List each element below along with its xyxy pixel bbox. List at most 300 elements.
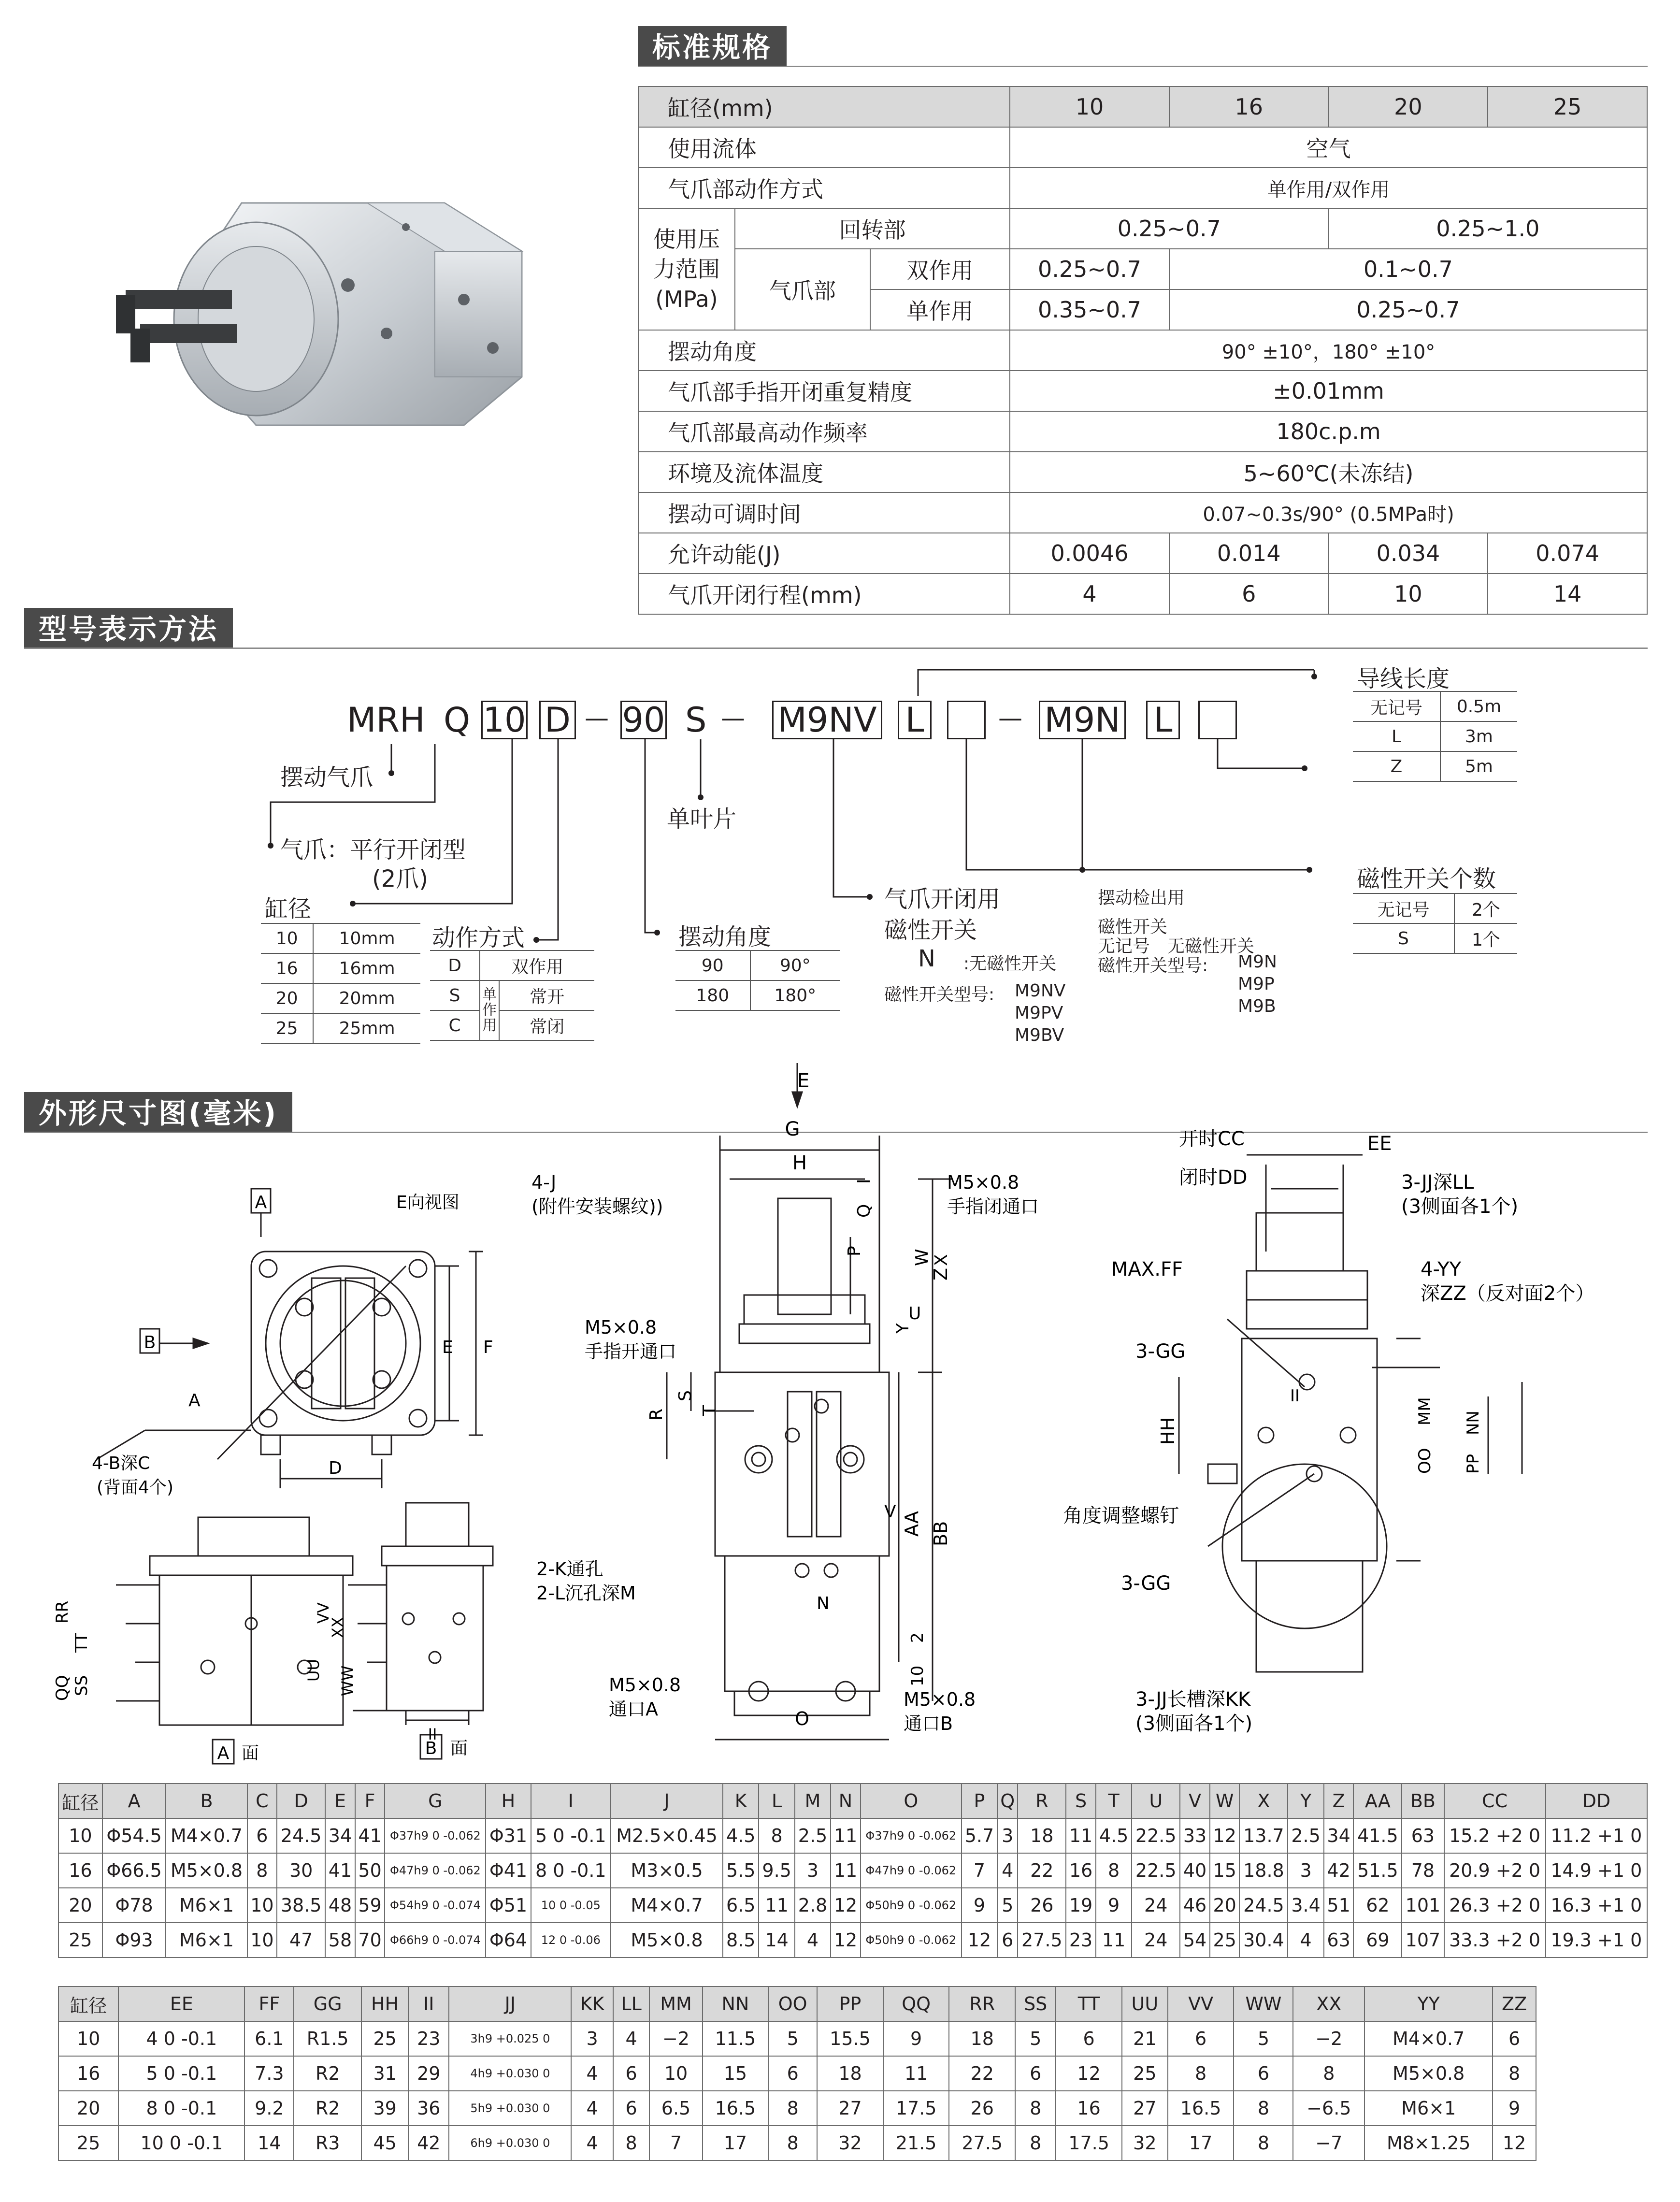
spec-energy-25: 0.074	[1488, 533, 1647, 574]
dim-bb-label: BB	[930, 1521, 951, 1546]
dt1-header: M	[795, 1784, 831, 1818]
dt1-cell: Φ47h9 0 -0.062	[861, 1853, 962, 1888]
model-gripper-switch-type-1: M9NV	[1015, 981, 1066, 1001]
model-code-gripper-switch-box: M9NV	[772, 701, 882, 739]
model-swing-angle-label: 摆动角度	[678, 923, 772, 950]
port-b-note: 通口B	[904, 1713, 953, 1734]
dt1-cell: 8	[1096, 1853, 1132, 1888]
dt1-cell: 7	[962, 1853, 997, 1888]
angle-code: 90	[675, 950, 750, 980]
lead-length: 3m	[1440, 721, 1517, 751]
view-e-arrow-label: E	[797, 1070, 810, 1092]
j-thread-label: 4-J	[531, 1172, 557, 1193]
dt1-cell: M5×0.8	[611, 1923, 723, 1957]
dt1-cell: 14.9 +1 0	[1546, 1853, 1647, 1888]
dt1-header: CC	[1444, 1784, 1546, 1818]
dt2-cell: −2	[649, 2021, 702, 2056]
dim-mm-label: MM	[1415, 1397, 1435, 1425]
view-a-face: 面	[242, 1743, 259, 1763]
dt2-cell: 6h9 +0.030 0	[449, 2126, 571, 2160]
dt2-cell: 8	[1168, 2056, 1234, 2091]
dt1-cell: 18.8	[1239, 1853, 1288, 1888]
dt1-cell: 42	[1324, 1853, 1354, 1888]
spec-energy-10: 0.0046	[1010, 533, 1169, 574]
dt1-cell: Φ54.5	[102, 1818, 166, 1853]
dt2-cell: 23	[408, 2021, 449, 2056]
spec-stroke-16: 6	[1169, 574, 1329, 614]
dim-n-label: N	[817, 1594, 830, 1613]
view-b-marker: B	[144, 1333, 156, 1353]
dt2-cell: 6	[768, 2056, 817, 2091]
dt2-header: HH	[361, 1986, 408, 2021]
dt1-cell: Φ47h9 0 -0.062	[385, 1853, 486, 1888]
dim-ii-label: II	[428, 1725, 437, 1743]
dt2-cell: 27.5	[949, 2126, 1015, 2160]
jj-ll-note: (3侧面各1个)	[1401, 1195, 1519, 1218]
dt1-cell: M3×0.5	[611, 1853, 723, 1888]
spec-pressure-label-1: 使用压	[653, 226, 720, 252]
model-code-count-box-2	[1198, 701, 1237, 739]
dt1-cell: 11.2 +1 0	[1546, 1818, 1647, 1853]
dt2-header: WW	[1234, 1986, 1293, 2021]
dt2-cell: 32	[1122, 2126, 1168, 2160]
spec-time-value: 0.07~0.3s/90° (0.5MPa时)	[1010, 492, 1647, 533]
model-action-label: 动作方式	[432, 924, 525, 951]
model-lead-label: 导线长度	[1357, 665, 1450, 692]
model-count-label: 磁性开关个数	[1357, 865, 1496, 892]
dt2-cell: 26	[949, 2091, 1015, 2126]
dim-pp-label: PP	[1464, 1454, 1483, 1474]
model-swing-gripper-label: 摆动气爪	[280, 764, 373, 791]
bore-code: 16	[261, 953, 313, 983]
dt2-header: OO	[768, 1986, 817, 2021]
m5-open-port-label: M5×0.8	[585, 1317, 657, 1338]
dim-rr-label: RR	[53, 1600, 72, 1624]
angle-value: 90°	[750, 950, 840, 980]
dt2-header: YY	[1364, 1986, 1493, 2021]
dt2-header: XX	[1293, 1986, 1364, 2021]
dt1-header: Y	[1288, 1784, 1323, 1818]
dt1-cell: 34	[325, 1818, 355, 1853]
dt1-cell: 70	[355, 1923, 385, 1957]
dt1-header: N	[831, 1784, 861, 1818]
model-swing-switch-type: 磁性开关型号:	[1098, 956, 1208, 976]
dt2-cell: 12	[1493, 2126, 1536, 2160]
dim-v-label: V	[884, 1502, 896, 1522]
dim-o-label: O	[795, 1708, 809, 1729]
dim-ss-label: SS	[72, 1675, 91, 1696]
dt1-cell: Φ37h9 0 -0.062	[385, 1818, 486, 1853]
dt2-cell: 16	[58, 2056, 118, 2091]
dt2-cell: 17	[703, 2126, 769, 2160]
dt1-header: R	[1018, 1784, 1066, 1818]
dt1-cell: 11	[1096, 1923, 1132, 1957]
spec-row-energy	[638, 533, 1647, 574]
dt2-cell: 27	[1122, 2091, 1168, 2126]
bore-code: 10	[261, 923, 313, 953]
dt1-cell: 10	[247, 1923, 277, 1957]
model-code-dash-1: —	[585, 704, 609, 732]
dt2-header: EE	[118, 1986, 244, 2021]
dim-i-label: I	[854, 1179, 874, 1184]
dt1-cell: 8 0 -0.1	[531, 1853, 611, 1888]
spec-freq-label: 气爪部最高动作频率	[638, 411, 1010, 452]
dt2-cell: 4	[613, 2021, 650, 2056]
bore-size: 25mm	[313, 1013, 420, 1043]
spec-pressure-label	[638, 208, 735, 330]
dt1-cell: 63	[1402, 1818, 1444, 1853]
dt2-header: UU	[1122, 1986, 1168, 2021]
model-gripper-switch-type: 磁性开关型号:	[884, 985, 995, 1005]
view-e-label: E向视图	[396, 1193, 459, 1212]
view-a-bottom-marker: A	[217, 1743, 230, 1763]
model-swing-switch-none: 无记号 无磁性开关	[1098, 936, 1255, 956]
dt1-cell: 41	[325, 1853, 355, 1888]
dt1-cell: 4	[795, 1923, 831, 1957]
dt2-cell: 15	[703, 2056, 769, 2091]
dt1-cell: Φ78	[102, 1888, 166, 1923]
dt2-cell: 21	[1122, 2021, 1168, 2056]
dt1-cell: 50	[355, 1853, 385, 1888]
spec-temp-label: 环境及流体温度	[638, 452, 1010, 492]
dim-u-label: U	[908, 1304, 921, 1324]
dt1-cell: 69	[1353, 1923, 1402, 1957]
dim-uu-label: UU	[304, 1659, 323, 1682]
dt1-cell: 3	[1288, 1853, 1323, 1888]
dt1-header: S	[1066, 1784, 1096, 1818]
spec-row-double	[638, 249, 1647, 289]
product-photo	[97, 174, 531, 464]
dimension-table-1	[58, 1783, 1648, 1958]
model-gripper-switch-type-3: M9BV	[1015, 1025, 1064, 1045]
dt1-cell: 10 0 -0.05	[531, 1888, 611, 1923]
dt1-cell: 8.5	[723, 1923, 759, 1957]
spec-double-b: 0.1~0.7	[1169, 249, 1647, 289]
model-angle-table	[675, 950, 840, 1011]
spec-freq-value: 180c.p.m	[1010, 411, 1647, 452]
model-gripper-switch-label-1: 气爪开闭用	[884, 886, 1001, 913]
dt1-cell: 24	[1132, 1888, 1180, 1923]
dt1-cell: 48	[325, 1888, 355, 1923]
dim-section-title: 外形尺寸图(毫米)	[24, 1092, 292, 1132]
dt2-cell: 31	[361, 2056, 408, 2091]
dt1-row	[58, 1818, 1647, 1853]
close-dd-label: 闭时DD	[1179, 1166, 1248, 1189]
dt1-header: G	[385, 1784, 486, 1818]
dim-t-label: T	[700, 1405, 719, 1416]
dt1-cell: 101	[1402, 1888, 1444, 1923]
dt2-cell: 7	[649, 2126, 702, 2160]
dt2-cell: 22	[949, 2056, 1015, 2091]
spec-energy-label: 允许动能(J)	[638, 533, 1010, 574]
dim-x-label: X	[932, 1254, 951, 1266]
dt1-cell: 62	[1353, 1888, 1402, 1923]
gg-label-bottom: 3-GG	[1121, 1572, 1171, 1595]
action-value: 常开	[499, 980, 594, 1010]
dt1-cell: 5.5	[723, 1853, 759, 1888]
dt1-cell: M5×0.8	[166, 1853, 247, 1888]
dim-f-label: F	[483, 1338, 493, 1357]
b-depth-c-label: 4-B深C	[92, 1454, 150, 1473]
dt2-header: MM	[649, 1986, 702, 2021]
dim-10-label: 10	[908, 1665, 927, 1686]
model-lead-table	[1353, 691, 1517, 782]
dt2-cell: R2	[294, 2091, 361, 2126]
dt2-cell: 5h9 +0.030 0	[449, 2091, 571, 2126]
lead-code: 无记号	[1353, 691, 1440, 721]
dt1-header: D	[277, 1784, 325, 1818]
view-b-face: 面	[450, 1739, 468, 1758]
dt1-cell: 12	[962, 1923, 997, 1957]
spec-bore-label: 缸径(mm)	[638, 86, 1010, 127]
dim-aa-label: AA	[901, 1511, 922, 1537]
dt1-cell: 9	[1096, 1888, 1132, 1923]
model-code-angle-box: 90	[620, 701, 667, 739]
spec-repeat-label: 气爪部手指开闭重复精度	[638, 371, 1010, 411]
dt2-header: KK	[571, 1986, 613, 2021]
model-code-dash-3: —	[998, 704, 1022, 732]
dt2-cell: 16	[1056, 2091, 1122, 2126]
dt1-cell: 15.2 +2 0	[1444, 1818, 1546, 1853]
model-code-s: S	[685, 700, 707, 740]
dim-p-label: P	[845, 1246, 864, 1256]
dt1-cell: 2.8	[795, 1888, 831, 1923]
dt1-cell: 4.5	[1096, 1818, 1132, 1853]
dt2-cell: 4	[571, 2126, 613, 2160]
model-code-count-box-1	[947, 701, 986, 739]
dt2-cell: 9.2	[244, 2091, 294, 2126]
count-code: 无记号	[1353, 893, 1454, 923]
zz-label: 深ZZ（反对面2个）	[1421, 1282, 1595, 1305]
dt2-cell: 8 0 -0.1	[118, 2091, 244, 2126]
model-single-vane-label: 单叶片	[667, 806, 737, 833]
dt1-cell: Φ37h9 0 -0.062	[861, 1818, 962, 1853]
model-gripper-type-2: (2爪)	[372, 865, 428, 892]
dt2-cell: 29	[408, 2056, 449, 2091]
dt2-cell: 6	[1056, 2021, 1122, 2056]
dt1-cell: 11	[831, 1853, 861, 1888]
model-code-action-box: D	[539, 701, 576, 739]
spec-row-fluid	[638, 127, 1647, 168]
model-swing-switch-type-2: M9P	[1238, 974, 1275, 994]
lead-code: Z	[1353, 751, 1440, 781]
angle-screw-label: 角度调整螺钉	[1063, 1505, 1179, 1527]
dt1-cell: 14	[759, 1923, 794, 1957]
jj-ll-label: 3-JJ深LL	[1401, 1171, 1474, 1194]
dim-z-label: Z	[930, 1267, 951, 1281]
dt2-cell: 6	[1015, 2056, 1056, 2091]
dt2-header: TT	[1056, 1986, 1122, 2021]
model-code-lead-box-1: L	[898, 701, 932, 739]
jj-kk-label: 3-JJ长槽深KK	[1135, 1688, 1251, 1711]
dim-w-label: W	[912, 1249, 932, 1266]
dt2-cell: 8	[768, 2126, 817, 2160]
dt2-cell: 9	[883, 2021, 949, 2056]
dt1-cell: 20	[1210, 1888, 1240, 1923]
dim-e-label: E	[442, 1338, 453, 1357]
dt2-cell: 3h9 +0.025 0	[449, 2021, 571, 2056]
dt1-cell: Φ41	[486, 1853, 531, 1888]
dt1-cell: M4×0.7	[611, 1888, 723, 1923]
dt2-cell: 27	[817, 2091, 883, 2126]
model-gripper-switch-type-2: M9PV	[1015, 1003, 1063, 1023]
spec-stroke-25: 14	[1488, 574, 1647, 614]
dt2-cell: 5	[768, 2021, 817, 2056]
dim-h-label: H	[792, 1152, 807, 1174]
spec-row-swing	[638, 330, 1647, 371]
dt1-cell: 12	[831, 1888, 861, 1923]
spec-swing-label: 摆动角度	[638, 330, 1010, 371]
dt2-cell: 14	[244, 2126, 294, 2160]
dt1-header: L	[759, 1784, 794, 1818]
k-through-hole-label: 2-K通孔	[536, 1558, 603, 1580]
spec-bore-25: 25	[1488, 86, 1647, 127]
dt2-cell: 12	[1056, 2056, 1122, 2091]
spec-bore-20: 20	[1329, 86, 1488, 127]
model-swing-switch-type-1: M9N	[1238, 952, 1277, 972]
dt1-cell: 26.3 +2 0	[1444, 1888, 1546, 1923]
dt2-header: FF	[244, 1986, 294, 2021]
dt1-cell: 38.5	[277, 1888, 325, 1923]
dt1-cell: M2.5×0.45	[611, 1818, 723, 1853]
dt2-header: JJ	[449, 1986, 571, 2021]
dt2-cell: 8	[768, 2091, 817, 2126]
dt2-cell: 6	[613, 2091, 650, 2126]
dt2-cell: −7	[1293, 2126, 1364, 2160]
dt2-cell: 7.3	[244, 2056, 294, 2091]
dt1-header: Z	[1324, 1784, 1354, 1818]
dt1-cell: 12	[1210, 1818, 1240, 1853]
dt2-cell: 42	[408, 2126, 449, 2160]
dt2-cell: 8	[613, 2126, 650, 2160]
dt2-cell: 4 0 -0.1	[118, 2021, 244, 2056]
dt1-cell: 107	[1402, 1923, 1444, 1957]
max-ff-label: MAX.FF	[1111, 1258, 1183, 1281]
dt1-row	[58, 1853, 1647, 1888]
dt1-cell: 3	[795, 1853, 831, 1888]
dt1-cell: 15	[1210, 1853, 1240, 1888]
spec-rotary-a: 0.25~0.7	[1010, 208, 1328, 249]
m5-close-port-label: M5×0.8	[947, 1172, 1019, 1193]
dt1-cell: 24.5	[277, 1818, 325, 1853]
dt1-cell: 3	[997, 1818, 1018, 1853]
dt2-row	[58, 2056, 1536, 2091]
spec-single-b: 0.25~0.7	[1169, 289, 1647, 330]
angle-value: 180°	[750, 980, 840, 1010]
dt2-cell: 6	[1168, 2021, 1234, 2056]
lead-length: 0.5m	[1440, 691, 1517, 721]
dt2-cell: 32	[817, 2126, 883, 2160]
lead-code: L	[1353, 721, 1440, 751]
dim-oo-label: OO	[1415, 1448, 1435, 1474]
dt1-cell: 6.5	[723, 1888, 759, 1923]
dt1-cell: 9.5	[759, 1853, 794, 1888]
dt1-cell: 51.5	[1353, 1853, 1402, 1888]
spec-stroke-10: 4	[1010, 574, 1169, 614]
dt1-cell: 27.5	[1018, 1923, 1066, 1957]
spec-energy-20: 0.034	[1329, 533, 1488, 574]
dt2-cell: 17.5	[883, 2091, 949, 2126]
action-value: 双作用	[480, 950, 594, 980]
model-gripper-switch-n: N	[918, 945, 935, 972]
spec-stroke-label: 气爪开闭行程(mm)	[638, 574, 1010, 614]
dt2-cell: 8	[1493, 2056, 1536, 2091]
dt1-cell: 54	[1180, 1923, 1210, 1957]
dt1-cell: 22.5	[1132, 1818, 1180, 1853]
dt1-cell: 8	[759, 1818, 794, 1853]
dt1-cell: 5 0 -0.1	[531, 1818, 611, 1853]
spec-pressure-label-2: 力范围	[653, 256, 720, 282]
dim-s-label: S	[675, 1390, 695, 1401]
spec-fluid-value: 空气	[1010, 127, 1647, 168]
dt1-cell: Φ50h9 0 -0.062	[861, 1888, 962, 1923]
dt1-header: V	[1180, 1784, 1210, 1818]
dt1-cell: 10	[247, 1888, 277, 1923]
dt1-header: I	[531, 1784, 611, 1818]
model-code-q: Q	[444, 700, 471, 740]
dt2-cell: 16.5	[703, 2091, 769, 2126]
model-count-table	[1353, 893, 1517, 954]
dt1-cell: 26	[1018, 1888, 1066, 1923]
dt1-cell: 5	[997, 1888, 1018, 1923]
dt1-cell: 51	[1324, 1888, 1354, 1923]
view-b-bottom-marker: B	[425, 1739, 437, 1758]
dt2-cell: 11.5	[703, 2021, 769, 2056]
dim-xx-label: XX	[329, 1617, 347, 1638]
spec-action-value: 单作用/双作用	[1010, 168, 1647, 208]
dt1-cell: 41	[355, 1818, 385, 1853]
dt1-row	[58, 1888, 1647, 1923]
dt1-cell: Φ50h9 0 -0.062	[861, 1923, 962, 1957]
dt1-cell: 11	[759, 1888, 794, 1923]
dt1-cell: M6×1	[166, 1923, 247, 1957]
dt1-cell: M6×1	[166, 1888, 247, 1923]
dt1-cell: 9	[962, 1888, 997, 1923]
spec-bore-10: 10	[1010, 86, 1169, 127]
count-code: S	[1353, 923, 1454, 953]
dim-tt-label: TT	[72, 1633, 91, 1653]
dim-nn-label: NN	[1464, 1410, 1483, 1435]
dt2-cell: 18	[817, 2056, 883, 2091]
spec-temp-value: 5~60℃(未冻结)	[1010, 452, 1647, 492]
dt1-header: C	[247, 1784, 277, 1818]
dt1-cell: 6	[997, 1923, 1018, 1957]
dt2-cell: 25	[361, 2021, 408, 2056]
dt2-cell: 5 0 -0.1	[118, 2056, 244, 2091]
dt2-cell: M6×1	[1364, 2091, 1493, 2126]
dt1-header: BB	[1402, 1784, 1444, 1818]
dt1-header: AA	[1353, 1784, 1402, 1818]
dim-r-label: R	[646, 1408, 666, 1421]
dt1-header: W	[1210, 1784, 1240, 1818]
dt1-header: B	[166, 1784, 247, 1818]
model-code-lead-box-2: L	[1146, 701, 1180, 739]
m5-open-port-note: 手指开通口	[585, 1341, 677, 1362]
spec-double-label: 双作用	[870, 249, 1010, 289]
dt1-cell: 11	[1066, 1818, 1096, 1853]
dt2-row	[58, 2091, 1536, 2126]
dt1-cell: 12 0 -0.06	[531, 1923, 611, 1957]
spec-time-label: 摆动可调时间	[638, 492, 1010, 533]
dt1-cell: 2.5	[795, 1818, 831, 1853]
dt2-cell: 17	[1168, 2126, 1234, 2160]
dt1-cell: Φ93	[102, 1923, 166, 1957]
spec-action-label: 气爪部动作方式	[638, 168, 1010, 208]
dt1-cell: 46	[1180, 1888, 1210, 1923]
spec-row-stroke	[638, 574, 1647, 614]
dt2-header: II	[408, 1986, 449, 2021]
dim-ii-right-label: II	[1290, 1386, 1300, 1406]
